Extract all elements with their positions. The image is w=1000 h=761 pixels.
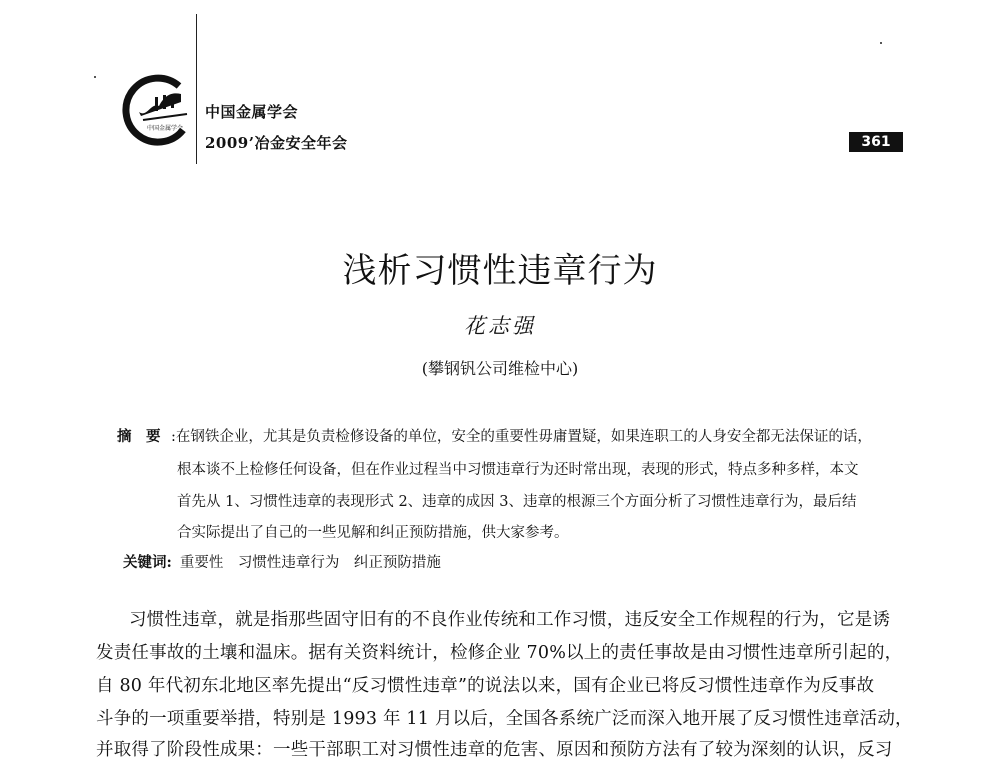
- conference-name: 2009’冶金安全年会: [205, 134, 348, 152]
- body-line: 并取得了阶段性成果：一些干部职工对习惯性违章的危害、原因和预防方法有了较为深刻的认识，反习: [96, 740, 893, 760]
- csm-logo-icon: [117, 72, 195, 150]
- header-divider: [196, 14, 197, 164]
- abstract-line: :在钢铁企业，尤其是负责检修设备的单位，安全的重要性毋庸置疑，如果连职工的人身安全都无法保证的话，: [171, 429, 872, 445]
- abstract-line: 首先从 1、习惯性违章的表现形式 2、违章的成因 3、违章的根源三个方面分析了习惯性违章行为，最后结: [177, 494, 857, 510]
- keywords-label: 关键词:: [123, 554, 172, 571]
- abstract-label: 摘 要: [117, 428, 161, 445]
- abstract-line: 根本谈不上检修任何设备，但在作业过程当中习惯违章行为还时常出现，表现的形式，特点多种多样，本文: [177, 462, 859, 478]
- abstract-line: 合实际提出了自己的一些见解和纠正预防措施，供大家参考。: [177, 525, 569, 541]
- paper-title: 浅析习惯性违章行为: [342, 251, 658, 291]
- keywords-value: 重要性 习惯性违章行为 纠正预防措施: [179, 555, 441, 571]
- paper-author: 花志强: [464, 314, 536, 338]
- body-line: 习惯性违章，就是指那些固守旧有的不良作业传统和工作习惯，违反安全工作规程的行为，它是诱: [129, 610, 891, 630]
- author-affiliation: (攀钢钒公司维检中心): [421, 359, 579, 378]
- body-line: 斗争的一项重要举措，特别是 1993 年 11 月以后，全国各系统广泛而深入地开展了反习惯性违章活动，: [96, 709, 913, 729]
- body-line: 发责任事故的土壤和温床。据有关资料统计，检修企业 70%以上的责任事故是由习惯性违章所引起的，: [96, 643, 903, 663]
- scan-speck: [94, 76, 96, 78]
- body-line: 自 80 年代初东北地区率先提出“反习惯性违章”的说法以来，国有企业已将反习惯性违章作为反事故: [96, 676, 875, 696]
- page-number: 361: [849, 132, 903, 152]
- keywords: [123, 551, 441, 572]
- logo-text: 中国金属学会: [147, 125, 184, 132]
- organization-name: 中国金属学会: [205, 103, 299, 121]
- scan-speck: [880, 42, 882, 44]
